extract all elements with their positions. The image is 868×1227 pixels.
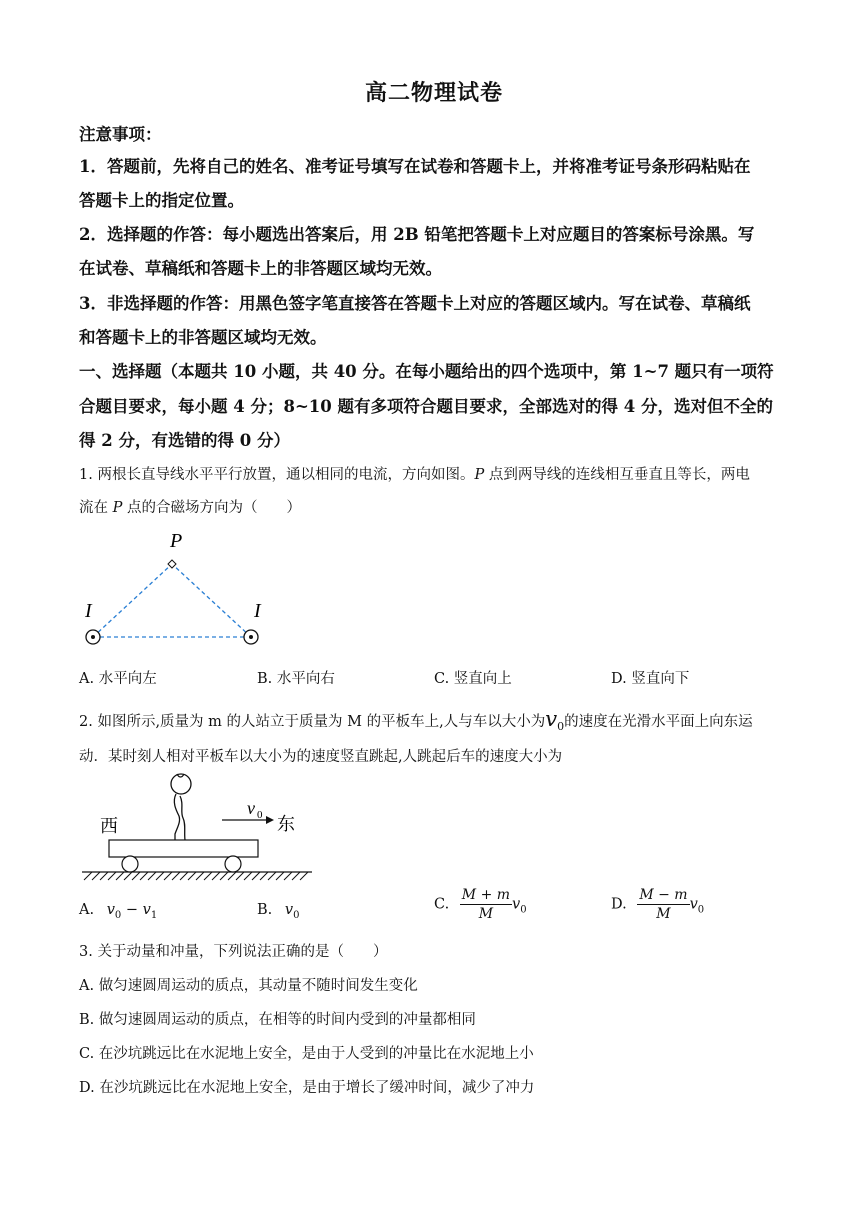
- q2-option-a-v0: v: [106, 902, 115, 918]
- q2-option-b-label: B.: [257, 902, 273, 918]
- q1-stem-line-1: [79, 463, 750, 484]
- q2-ground-hatching: [84, 872, 308, 880]
- notice-item-3-line-2: 和答题卡上的非答题区域均无效。: [79, 328, 327, 347]
- q2-stem-text-a: 2. 如图所示,质量为 m 的人站立于质量为 M 的平板车上,人与车以大小为: [79, 714, 546, 730]
- q2-label-west: 西: [100, 816, 118, 836]
- section-heading-line-3: 得 2 分，有选错的得 0 分）: [79, 431, 290, 450]
- q2-option-d: [611, 886, 704, 923]
- q1-right-wire-dot: [249, 635, 253, 639]
- q2-option-d-label: D.: [611, 896, 627, 913]
- notice-item-2-line-2: 在试卷、草稿纸和答题卡上的非答题区域均无效。: [79, 259, 442, 278]
- q2-option-c-fraction: [460, 886, 512, 923]
- q2-option-d-v: v: [689, 896, 698, 913]
- q2-stem-line-2: 动．某时刻人相对平板车以大小为的速度竖直跳起,人跳起后车的速度大小为: [79, 749, 563, 765]
- q3-option-d: D. 在沙坑跳远比在水泥地上安全，是由于增长了缓冲时间，减少了冲力: [79, 1080, 535, 1096]
- q2-option-d-fraction: [637, 886, 689, 923]
- notice-heading: 注意事项：: [79, 125, 162, 144]
- notice-item-2-line-1: 2．选择题的作答：每小题选出答案后，用 2B 铅笔把答题卡上对应题目的答案标号涂黑。写: [79, 225, 755, 244]
- q1-label-i-left: I: [85, 600, 92, 622]
- section-heading-line-1: 一、选择题（本题共 10 小题，共 40 分。在每小题给出的四个选项中，第 1~7 题只有一项符: [79, 362, 774, 381]
- q2-option-a-label: A.: [79, 902, 95, 918]
- q2-option-c-label: C.: [434, 896, 450, 913]
- q2-option-d-numerator: M − m: [639, 887, 688, 903]
- q2-option-a-v1: v: [142, 902, 151, 918]
- notice-item-1-line-1: 1．答题前，先将自己的姓名、准考证号填写在试卷和答题卡上，并将准考证号条形码粘贴在: [79, 157, 751, 176]
- q2-cart-body: [109, 840, 258, 857]
- notice-item-1-line-2: 答题卡上的指定位置。: [79, 191, 244, 210]
- q2-option-c: [434, 886, 527, 923]
- q2-option-b-sub: 0: [293, 909, 300, 921]
- q1-stem-point-p: P: [474, 467, 485, 483]
- q1-label-i-right: I: [254, 600, 261, 622]
- q1-stem-text-d: 点的合磁场方向为（ ）: [122, 500, 301, 516]
- q2-velocity-arrowhead: [266, 816, 274, 824]
- q3-option-a: A. 做匀速圆周运动的质点，其动量不随时间发生变化: [79, 978, 418, 994]
- q2-option-c-numerator: M + m: [461, 887, 511, 903]
- q2-option-b-v: v: [284, 902, 294, 918]
- q2-cart-wheel-left: [122, 856, 138, 872]
- q3-option-c: C. 在沙坑跳远比在水泥地上安全，是由于人受到的冲量比在水泥地上小: [79, 1046, 534, 1062]
- q1-option-c: C. 竖直向上: [434, 671, 512, 687]
- q1-dashed-right-line: [172, 564, 251, 637]
- q2-stem-v: v: [545, 707, 558, 731]
- q2-cart-wheel-right: [225, 856, 241, 872]
- q2-person-figure: [171, 774, 191, 840]
- q2-label-east: 东: [277, 814, 295, 834]
- q2-option-d-denominator: M: [656, 906, 671, 922]
- q2-option-a-sub0: 0: [114, 909, 122, 921]
- q2-velocity-v: v: [247, 798, 255, 818]
- q2-option-a: [79, 902, 157, 921]
- q2-velocity-sub: 0: [257, 809, 263, 821]
- q1-label-p: P: [170, 530, 183, 552]
- section-heading-line-2: 合题目要求，每小题 4 分；8~10 题有多项符合题目要求，全部选对的得 4 分，选对但不全的: [79, 397, 773, 416]
- notice-item-3-line-1: 3．非选择题的作答：用黑色签字笔直接答在答题卡上对应的答题区域内。写在试卷、草稿纸: [79, 294, 751, 313]
- q2-option-a-minus: −: [121, 902, 143, 918]
- q2-option-c-v: v: [512, 896, 521, 913]
- q1-stem-text-c: 流在: [79, 500, 113, 516]
- q2-stem-line-1: [79, 707, 753, 733]
- q2-stem-v-sub: 0: [557, 719, 565, 733]
- q2-option-c-denominator: M: [478, 906, 494, 922]
- q3-stem: 3. 关于动量和冲量，下列说法正确的是（ ）: [79, 944, 388, 960]
- q1-option-a: A. 水平向左: [79, 671, 157, 687]
- q1-stem-point-p-2: P: [112, 500, 123, 516]
- q2-option-c-sub: 0: [520, 904, 527, 916]
- q2-stem-text-b: 的速度在光滑水平面上向东运: [564, 714, 753, 730]
- q1-stem-text-a: 1. 两根长直导线水平平行放置，通以相同的电流，方向如图。: [79, 467, 475, 483]
- q3-option-b: B. 做匀速圆周运动的质点，在相等的时间内受到的冲量都相同: [79, 1012, 476, 1028]
- q1-option-b: B. 水平向右: [257, 671, 335, 687]
- q1-option-d: D. 竖直向下: [611, 671, 690, 687]
- q1-right-angle-mark: [168, 560, 176, 568]
- q1-left-wire-dot: [91, 635, 95, 639]
- q1-stem-text-b: 点到两导线的连线相互垂直且等长，两电: [484, 467, 750, 483]
- q1-dashed-left-line: [93, 564, 172, 637]
- q2-option-d-sub: 0: [697, 904, 705, 916]
- page-title: 高二物理试卷: [364, 80, 503, 106]
- q2-option-a-sub1: 1: [150, 909, 158, 921]
- q1-wire-diagram: [78, 525, 278, 655]
- q2-cart-diagram: [80, 770, 320, 885]
- q1-stem-line-2: [79, 496, 301, 517]
- q2-option-b: [257, 902, 299, 921]
